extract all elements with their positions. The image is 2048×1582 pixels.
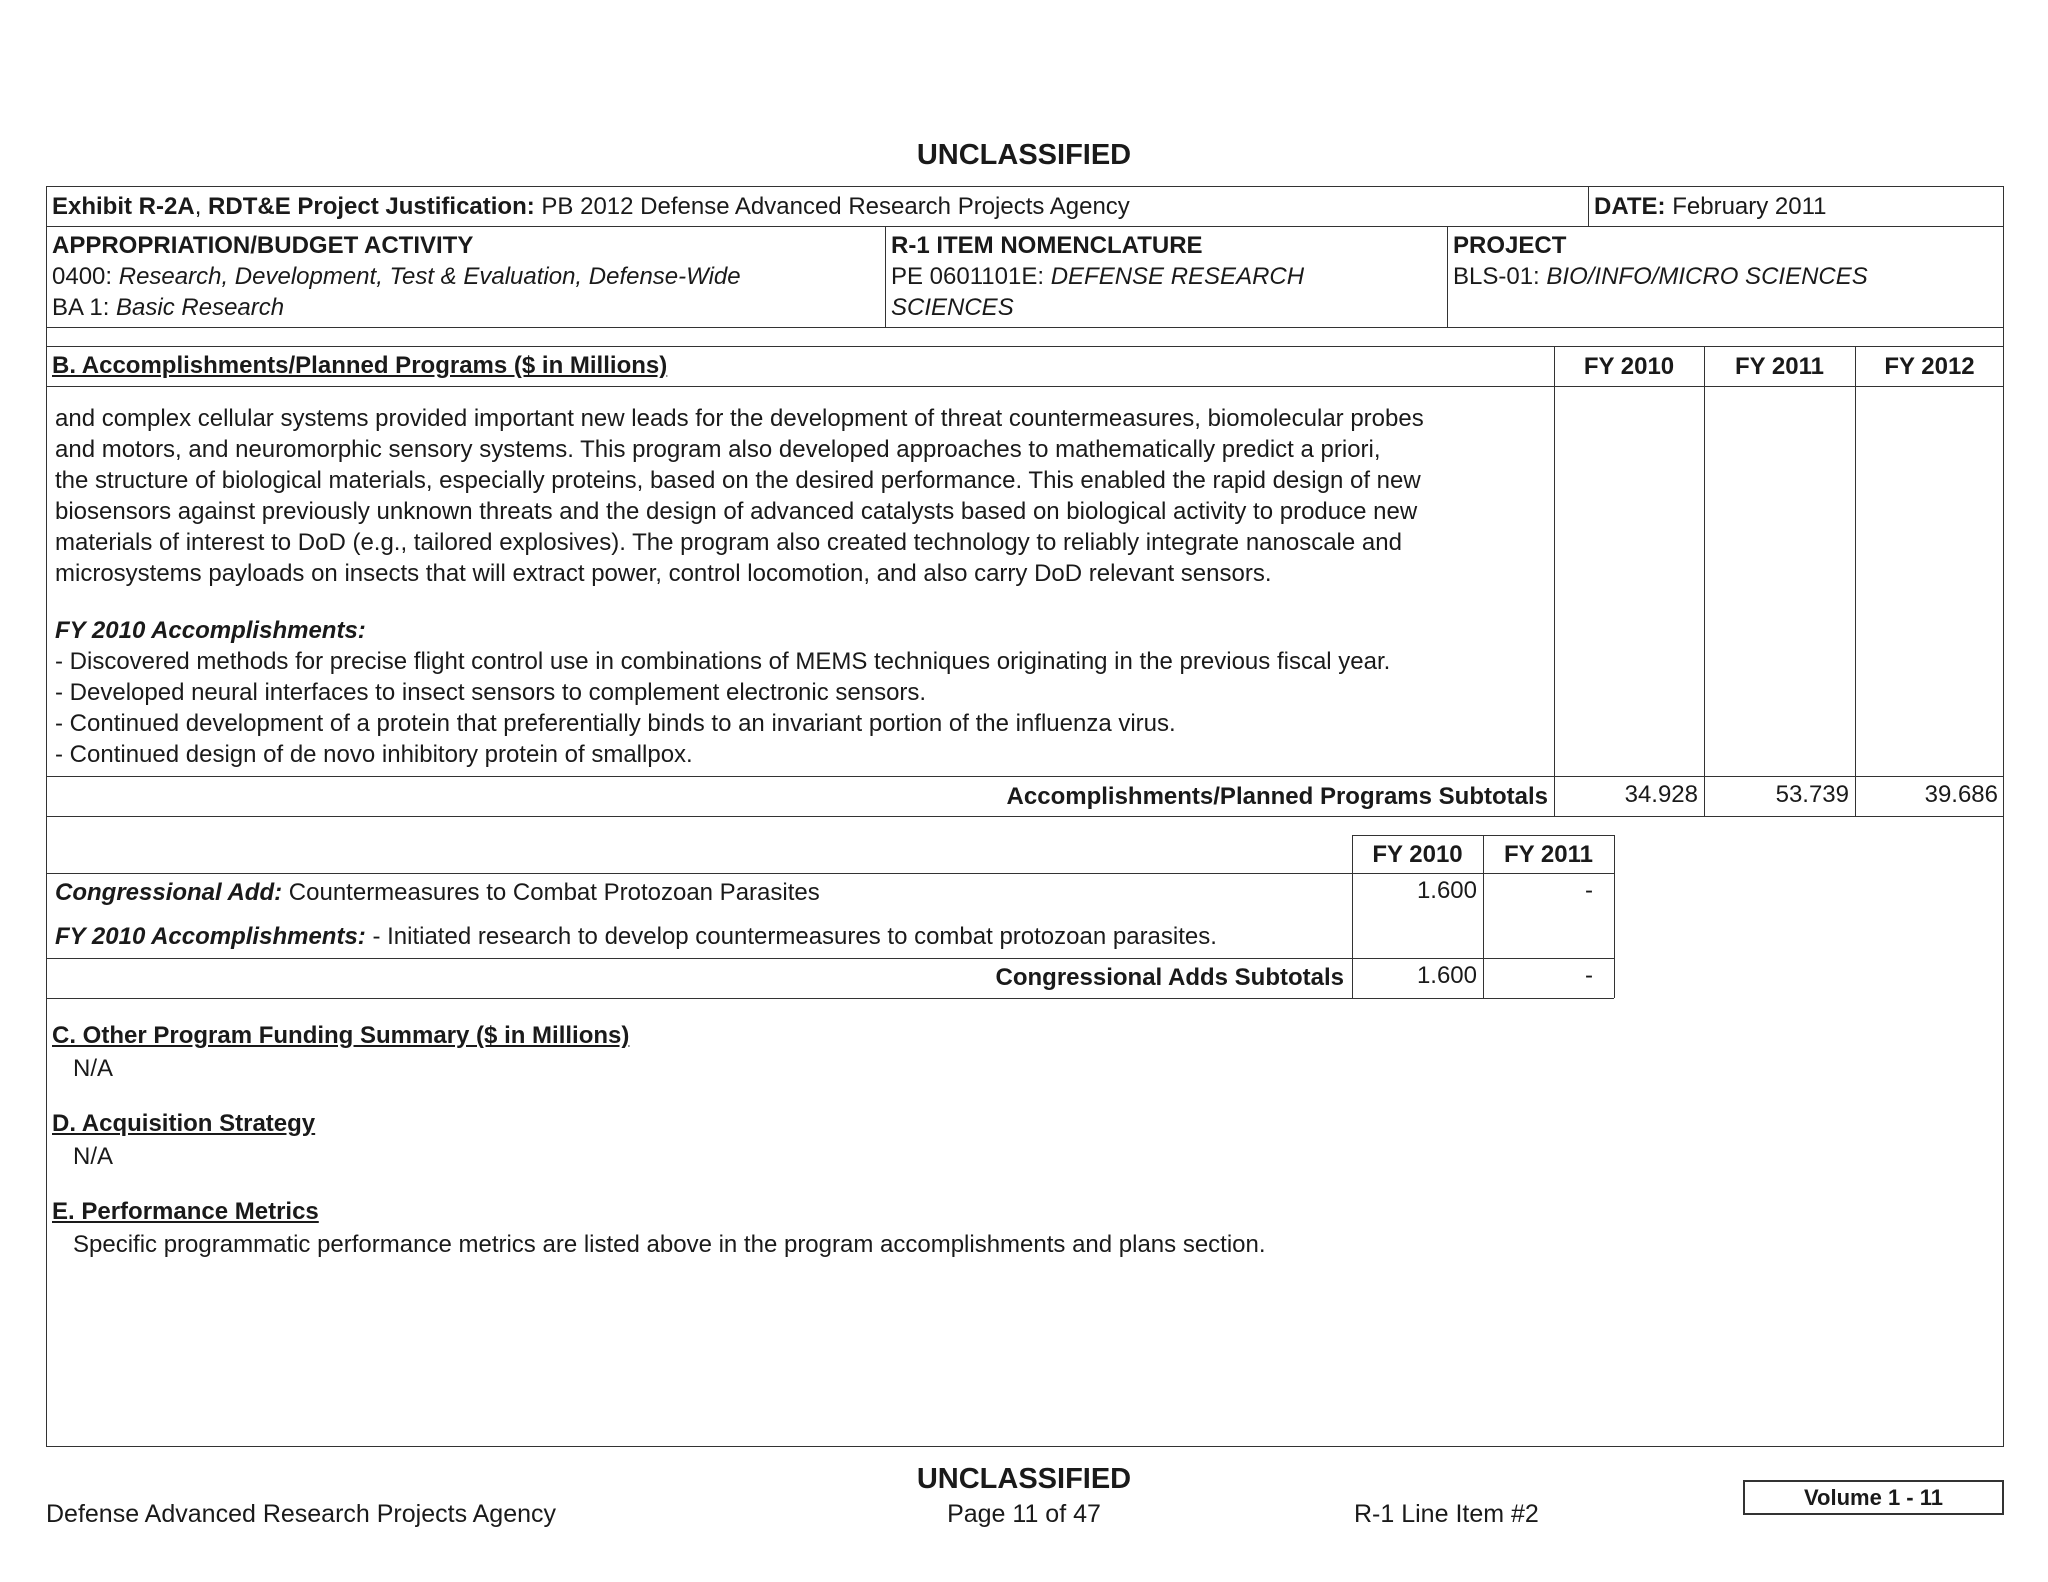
accomplishments-title: FY 2010 Accomplishments: <box>55 617 366 644</box>
divider <box>46 386 2004 387</box>
paragraph-line: biosensors against previously unknown threats and the design of advanced catalysts based on biological activity to produce new <box>55 498 1418 525</box>
congressional-accomplishment <box>55 921 1217 952</box>
congressional-subtotal-fy2010: 1.600 <box>1416 962 1477 989</box>
divider <box>46 226 2004 227</box>
congressional-subtotal-label: Congressional Adds Subtotals <box>995 964 1344 991</box>
congressional-add-label: Congressional Add: <box>55 879 283 906</box>
footer-line-item: R-1 Line Item #2 <box>1354 1500 1539 1528</box>
divider <box>1588 186 1589 226</box>
section-d-title: D. Acquisition Strategy <box>52 1110 316 1137</box>
footer-agency: Defense Advanced Research Projects Agency <box>46 1500 557 1528</box>
congressional-fy-header: FY 2010 <box>1372 841 1463 868</box>
section-c-title: C. Other Program Funding Summary ($ in Millions) <box>52 1022 630 1049</box>
bullet-item: - Continued design of de novo inhibitory protein of smallpox. <box>55 741 693 768</box>
divider <box>1614 835 1615 998</box>
paragraph-line: materials of interest to DoD (e.g., tailored explosives). The program also created technology to reliably integrate nanoscale and <box>55 529 1402 556</box>
subtotal-fy2012: 39.686 <box>1924 781 1998 808</box>
classification-top: UNCLASSIFIED <box>916 139 1132 171</box>
date <box>1594 191 1827 222</box>
paragraph-line: and complex cellular systems provided important new leads for the development of threat countermeasures, biomolecular probes <box>55 405 1424 432</box>
appropriation-code: 0400: <box>52 263 113 290</box>
section-b-paragraph <box>55 403 1424 589</box>
bullet-item: - Developed neural interfaces to insect sensors to complement electronic sensors. <box>55 679 927 706</box>
congressional-add-fy2011: - <box>1585 877 1593 904</box>
section-b-title: B. Accomplishments/Planned Programs ($ in Millions) <box>52 352 668 379</box>
fy-header: FY 2011 <box>1735 353 1824 380</box>
congressional-add-value: Countermeasures to Combat Protozoan Parasites <box>288 879 820 906</box>
divider <box>1447 226 1448 327</box>
divider <box>1855 346 1856 816</box>
date-label: DATE: <box>1594 193 1666 220</box>
ba-code: BA 1: <box>52 294 110 321</box>
r1-value-1: DEFENSE RESEARCH <box>1050 263 1305 290</box>
section-e-title: E. Performance Metrics <box>52 1198 319 1225</box>
section-d-body: N/A <box>73 1143 114 1170</box>
r1-value-2: SCIENCES <box>891 294 1014 321</box>
project-value: BIO/INFO/MICRO SCIENCES <box>1546 263 1868 290</box>
r1-block <box>891 230 1304 323</box>
section-c-body: N/A <box>73 1055 114 1082</box>
subtotal-fy2010: 34.928 <box>1624 781 1698 808</box>
congressional-acc-label: FY 2010 Accomplishments: <box>55 923 366 950</box>
divider <box>46 776 2004 777</box>
volume-badge: Volume 1 - 11 <box>1743 1480 2004 1515</box>
divider <box>46 998 1614 999</box>
divider <box>1554 346 1555 816</box>
project-code: BLS-01: <box>1453 263 1540 290</box>
congressional-add-fy2010: 1.600 <box>1416 877 1477 904</box>
divider <box>46 958 1614 959</box>
divider <box>46 816 2004 817</box>
accomplishments-list <box>55 646 1390 770</box>
classification-bottom: UNCLASSIFIED <box>916 1463 1132 1495</box>
bullet-item: - Discovered methods for precise flight control use in combinations of MEMS techniques originating in the previous fiscal year. <box>55 648 1391 675</box>
r1-code: PE 0601101E: <box>891 263 1045 290</box>
fy-header: FY 2010 <box>1583 353 1675 380</box>
exhibit-label: Exhibit R-2A <box>52 193 195 220</box>
paragraph-line: and motors, and neuromorphic sensory systems. This program also developed approaches to mathematically predict a priori, <box>55 436 1381 463</box>
appropriation-value: Research, Development, Test & Evaluation, Defense-Wide <box>118 263 741 290</box>
divider <box>46 327 2004 328</box>
project-label: PROJECT <box>1453 232 1567 259</box>
divider <box>885 226 886 327</box>
project-block <box>1453 230 1868 292</box>
subtotal-fy2011: 53.739 <box>1775 781 1849 808</box>
paragraph-line: the structure of biological materials, especially proteins, based on the desired performance. This enabled the rapid design of new <box>55 467 1421 494</box>
justification-value: PB 2012 Defense Advanced Research Projects Agency <box>541 193 1130 220</box>
divider <box>1704 346 1705 816</box>
bullet-item: - Continued development of a protein that preferentially binds to an invariant portion of the influenza virus. <box>55 710 1176 737</box>
congressional-acc-value: - Initiated research to develop countermeasures to combat protozoan parasites. <box>372 923 1217 950</box>
footer-page: Page 11 of 47 <box>947 1500 1101 1528</box>
subtotal-label: Accomplishments/Planned Programs Subtotals <box>1006 783 1548 810</box>
exhibit-title <box>52 191 1130 222</box>
divider <box>46 346 2004 347</box>
r1-label: R-1 ITEM NOMENCLATURE <box>891 232 1203 259</box>
paragraph-line: microsystems payloads on insects that will extract power, control locomotion, and also carry DoD relevant sensors. <box>55 560 1272 587</box>
congressional-fy-header: FY 2011 <box>1504 841 1593 868</box>
date-value: February 2011 <box>1672 193 1827 220</box>
ba-value: Basic Research <box>116 294 285 321</box>
justification-label: RDT&E Project Justification: <box>208 193 535 220</box>
appropriation-block <box>52 230 741 323</box>
congressional-add <box>55 877 820 908</box>
section-e-body: Specific programmatic performance metrics are listed above in the program accomplishments and plans section. <box>73 1231 1266 1258</box>
exhibit-separator: , <box>194 193 202 220</box>
appropriation-label: APPROPRIATION/BUDGET ACTIVITY <box>52 232 474 259</box>
divider <box>46 873 1614 874</box>
fy-header: FY 2012 <box>1884 353 1975 380</box>
congressional-subtotal-fy2011: - <box>1585 962 1593 989</box>
